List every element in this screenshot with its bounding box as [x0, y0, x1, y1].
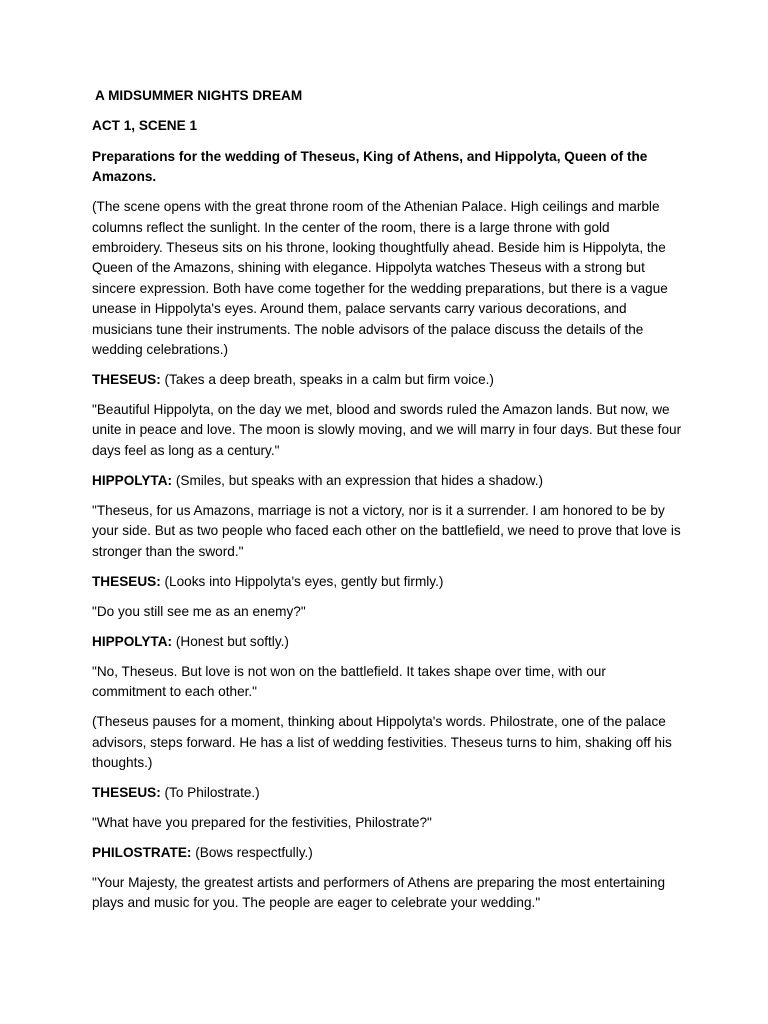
speaker-name: THESEUS:	[92, 372, 161, 388]
speaker-name: HIPPOLYTA:	[92, 472, 173, 488]
stage-direction-paragraph: (Theseus pauses for a moment, thinking about Hippolyta's words. Philostrate, one of the palace advisors, steps forward. He has a list of wedding festivities. Theseus turns to him, shaking off his thoughts.)	[92, 714, 672, 770]
stage-direction: (Bows respectfully.)	[195, 844, 313, 860]
speaker-line	[92, 471, 682, 491]
dialogue-line: "Your Majesty, the greatest artists and performers of Athens are preparing the most entertaining plays and music for you. The people are eager to celebrate your wedding."	[92, 874, 666, 911]
stage-direction: (To Philostrate.)	[164, 784, 260, 800]
stage-direction-paragraph: (The scene opens with the great throne room of the Athenian Palace. High ceilings and marble columns reflect the sunlight. In the center of the room, there is a large throne with gold embroidery. Theseus sits on his throne, looking thoughtfully ahead. Beside him is Hippolyta, the Queen of the Amazons, shining with elegance. Hippolyta watches Theseus with a strong but sincere expression. Both have come together for the wedding preparations, but there is a vague unease in Hippolyta's eyes. Around them, palace servants carry various decorations, and musicians tune their instruments. The noble advisors of the palace discuss the details of the wedding celebrations.)	[92, 199, 668, 358]
speaker-line	[92, 783, 682, 803]
speaker-line	[92, 572, 682, 592]
speaker-line	[92, 843, 682, 863]
dialogue-line: "Do you still see me as an enemy?"	[92, 603, 306, 619]
dialogue-line: "What have you prepared for the festivities, Philostrate?"	[92, 814, 432, 830]
speaker-name: HIPPOLYTA:	[92, 633, 173, 649]
dialogue-line: "Theseus, for us Amazons, marriage is not a victory, nor is it a surrender. I am honored to be by your side. But as two people who faced each other on the battlefield, we need to prove that love is stronger than the sword."	[92, 502, 681, 559]
speaker-name: PHILOSTRATE:	[92, 844, 192, 860]
speaker-name: THESEUS:	[92, 784, 161, 800]
stage-direction: (Looks into Hippolyta's eyes, gently but firmly.)	[164, 573, 444, 589]
scene-heading: Preparations for the wedding of Theseus, King of Athens, and Hippolyta, Queen of the Amazons.	[92, 148, 648, 185]
speaker-line	[92, 632, 682, 652]
act-scene-heading: ACT 1, SCENE 1	[92, 118, 197, 134]
stage-direction: (Takes a deep breath, speaks in a calm but firm voice.)	[164, 372, 494, 388]
script-body	[92, 197, 682, 914]
document-page	[92, 86, 682, 923]
stage-direction: (Smiles, but speaks with an expression that hides a shadow.)	[175, 472, 544, 488]
speaker-name: THESEUS:	[92, 573, 161, 589]
stage-direction: (Honest but softly.)	[175, 633, 289, 649]
dialogue-line: "No, Theseus. But love is not won on the battlefield. It takes shape over time, with our commitment to each other."	[92, 663, 606, 700]
play-title: A MIDSUMMER NIGHTS DREAM	[95, 88, 303, 103]
dialogue-line: "Beautiful Hippolyta, on the day we met, blood and swords ruled the Amazon lands. But now, we unite in peace and love. The moon is slowly moving, and we will marry in four days. But these four days feel as long as a century."	[92, 402, 682, 458]
speaker-line	[92, 370, 682, 390]
